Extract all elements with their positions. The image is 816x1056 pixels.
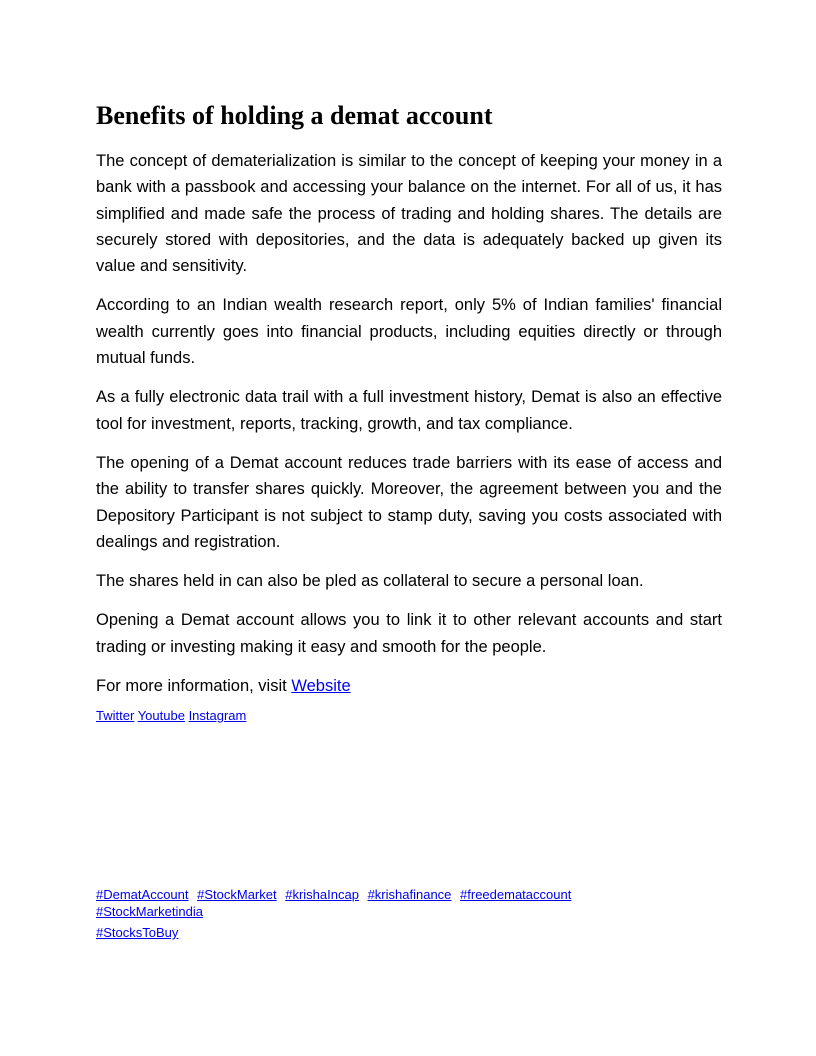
paragraph-opening-account: The opening of a Demat account reduces trade barriers with its ease of access and the ability to transfer shares quickly. Moreover, the agreement between you and the Depository Participant is not subject to stamp duty, saving you costs associated with dealings and registration. (96, 453, 722, 551)
document-page (96, 100, 722, 725)
website-link[interactable]: Website (291, 677, 351, 696)
twitter-link[interactable]: Twitter (96, 708, 135, 724)
instagram-link[interactable]: Instagram (188, 708, 247, 724)
more-info-text: For more information, visit (96, 677, 287, 696)
page-title: Benefits of holding a demat account (96, 101, 493, 130)
youtube-link[interactable]: Youtube (137, 708, 185, 724)
hashtag-link[interactable]: #freedemataccount (460, 887, 572, 902)
paragraph-dematerialization: The concept of dematerialization is similar to the concept of keeping your money in a bank with a passbook and accessing your balance on the internet. For all of us, it has simplified and made safe the process of trading and holding shares. The details are securely stored with depositories, and the data is adequately backed up given its value and sensitivity. (96, 152, 722, 276)
hashtag-row (96, 903, 722, 920)
hashtag-link[interactable]: #StocksToBuy (96, 925, 179, 940)
paragraph-collateral: The shares held in can also be pled as collateral to secure a personal loan. (96, 572, 644, 591)
more-info-line (96, 673, 722, 699)
hashtag-link[interactable]: #DematAccount (96, 887, 189, 902)
hashtag-list (96, 886, 722, 941)
social-links (96, 707, 722, 725)
hashtag-link[interactable]: #StockMarketindia (96, 904, 203, 919)
hashtag-row (96, 886, 722, 903)
paragraph-wealth-report: According to an Indian wealth research report, only 5% of Indian families' financial wealth currently goes into financial products, including equities directly or through mutual funds. (96, 296, 722, 368)
hashtag-link[interactable]: #StockMarket (197, 887, 277, 902)
hashtag-row (96, 924, 722, 941)
hashtag-link[interactable]: #krishafinance (367, 887, 452, 902)
paragraph-electronic-trail: As a fully electronic data trail with a full investment history, Demat is also an effective tool for investment, reports, tracking, growth, and tax compliance. (96, 388, 722, 433)
hashtag-link[interactable]: #krishaIncap (285, 887, 359, 902)
paragraph-linking: Opening a Demat account allows you to link it to other relevant accounts and start trading or investing making it easy and smooth for the people. (96, 611, 722, 656)
